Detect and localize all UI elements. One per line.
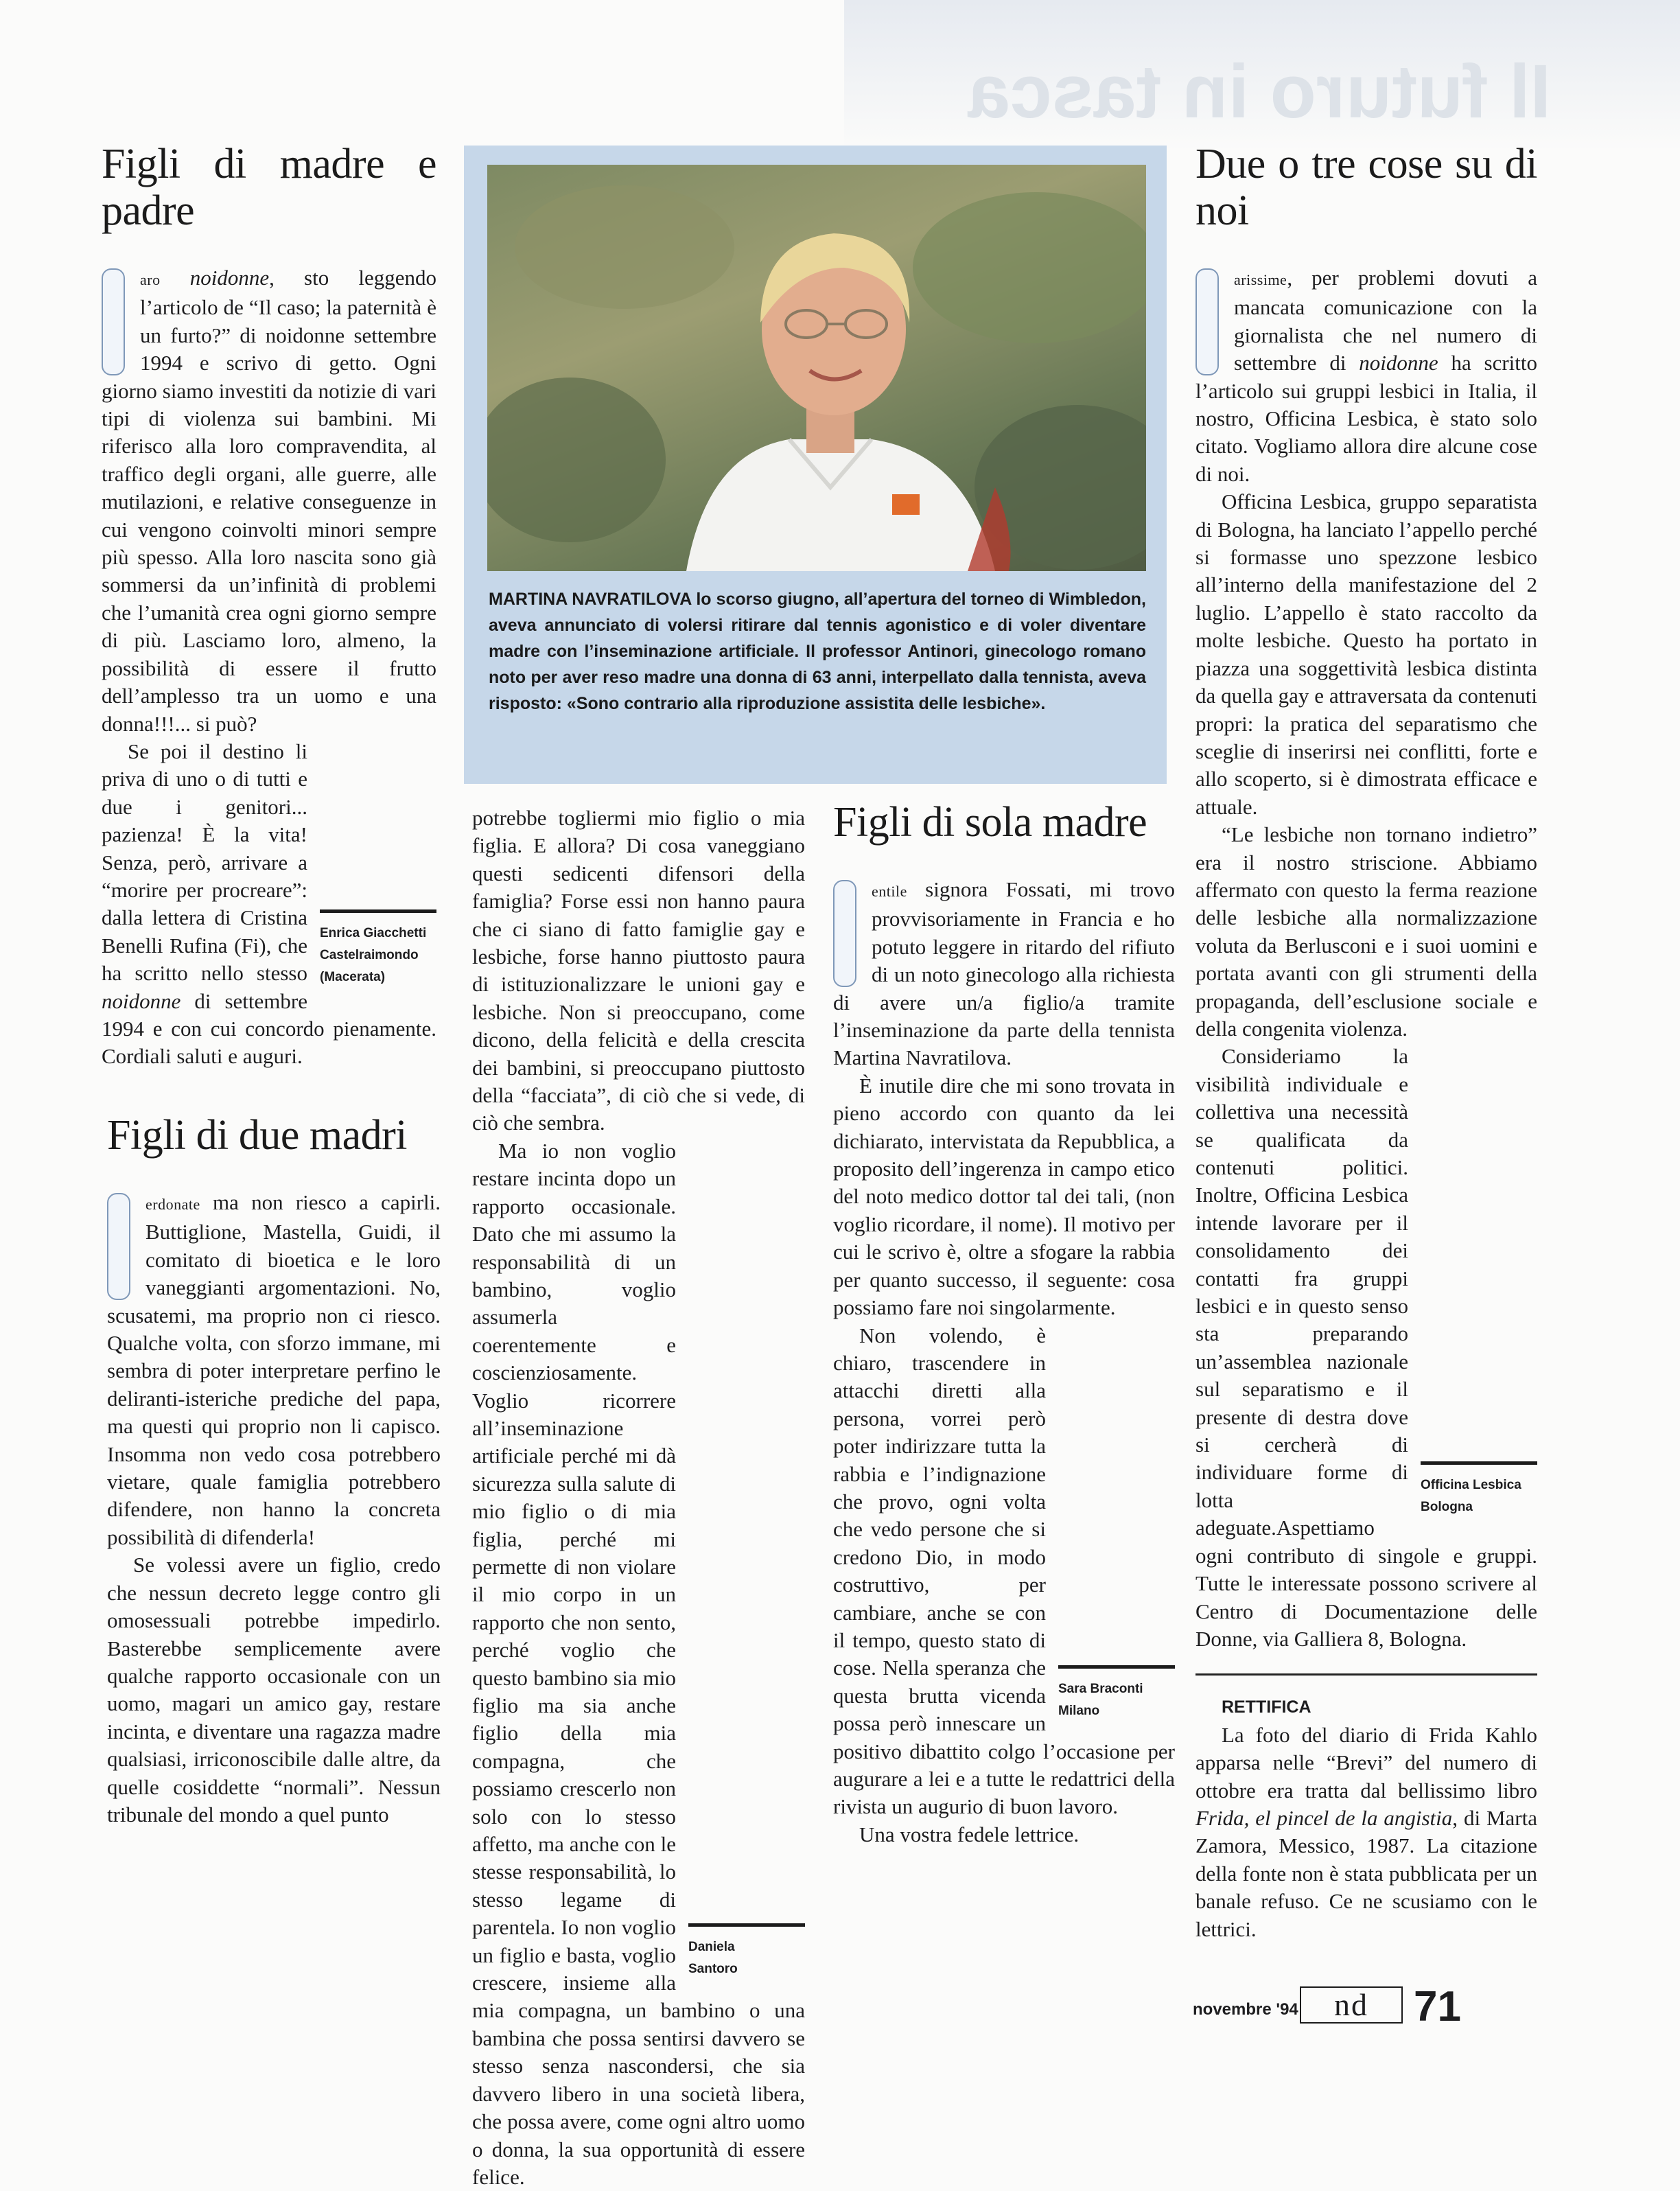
signature-name: Officina Lesbica bbox=[1421, 1478, 1521, 1493]
signature bbox=[1421, 1461, 1537, 1518]
paragraph: È inutile dire che mi sono trovata in pieno accordo con quanto da lei dichiarato, intervistata da Repubblica, a proposito dell’ingerenza in campo etico del noto medico dottor tal dei tali, (non voglio ricordare, il nome). Il motivo per cui le scrivo è, oltre a sfogare la rabbia per quanto successo, il seguente: cosa possiamo fare noi singolarmente. bbox=[833, 1073, 1175, 1320]
paragraph-with-signature bbox=[833, 1322, 1175, 1849]
paragraph-with-signature bbox=[1195, 1043, 1537, 1653]
rettifica-paragraph: La foto del diario di Frida Kahlo apparsa nelle “Brevi” del numero di ottobre era tratta dal bellissimo libro Frida, el pincel de la angistia, di Marta Zamora, Messico, 1987. La citazione della fonte non è stata pubblicata per un banale refuso. Ce ne scusiamo con le lettrici. bbox=[1195, 1722, 1537, 1941]
paragraph: Se poi il destino li priva di uno o di tutti e due i genitori... pazienza! È la vita! Senza, però, arrivare a “morire per procreare”: dalla lettera di Cristina Benelli Rufina (Fi), che ha scritto nello stesso noidonne di settembre 1994 e con cui concordo pienamente. Cordiali saluti e auguri. bbox=[102, 739, 436, 1069]
paragraph: Una vostra fedele lettrice. bbox=[859, 1822, 1080, 1846]
paragraph: potrebbe togliermi mio figlio o mia figlia. E allora? Di cosa vaneggiano questi sedicenti difensori della famiglia? Forse essi non hanno paura che ci siano di fatto famiglie gay e lesbiche, forse hanno piuttosto paura di istituzionalizzare le unioni gay e lesbiche. Non si preoccupano, come dicono, della felicità e della crescita dei bambini, si preoccupano piuttosto della “facciata”, di ciò che si vede, di ciò che sembra. bbox=[472, 806, 805, 1135]
page-number: 71 bbox=[1414, 1983, 1461, 2030]
lead-caps: erdonate bbox=[145, 1196, 200, 1213]
paragraph-with-signature bbox=[472, 1137, 805, 2191]
signature bbox=[320, 909, 436, 988]
paragraph: Officina Lesbica, gruppo separatista di Bologna, ha lanciato l’appello perché si formasse uno spezzone lesbico all’interno della manifestazione del 2 luglio. L’appello è stato raccolto da molte lesbiche. Questo ha portato in piazza una soggettività lesbica distinta da quella gay e attraversata da contenuti propri: la pratica del separatismo che sceglie di inserirsi nei conflitti, forte e allo scoperto, si è dimostrata efficace e attuale. bbox=[1195, 489, 1537, 819]
page-footer bbox=[1193, 1982, 1467, 2030]
signature bbox=[1058, 1665, 1175, 1722]
paragraph: Se volessi avere un figlio, credo che nessun decreto legge contro gli omosessuali potrebbe impedirlo. Basterebbe semplicemente avere qualche rapporto occasionale con un uomo, magari un amico gay, restare incinta, e diventare una ragazza madre qualsiasi, irriconoscibile dalle altre, da quelle cosiddette “normali”. Nessun tribunale del mondo a quel punto bbox=[107, 1553, 441, 1827]
dropcap-frame bbox=[107, 1193, 130, 1300]
signature-place: Bologna bbox=[1421, 1500, 1473, 1515]
navratilova-photo bbox=[487, 165, 1146, 571]
paragraph: entile signora Fossati, mi trovo provvisoriamente in Francia e ho potuto leggere in ritardo del rifiuto di un noto ginecologo alla richiesta di avere un/a figlio/a tramite l’inseminazione da parte della tennista Martina Navratilova. bbox=[833, 877, 1175, 1070]
lead-caps: entile bbox=[872, 883, 907, 900]
photo-illustration bbox=[487, 165, 1146, 571]
dropcap-frame bbox=[833, 880, 856, 987]
paragraph: aro noidonne, sto leggendo l’articolo de “Il caso; la paternità è un furto?” di noidonne settembre 1994 e scrivo di getto. Ogni giorno siamo investiti da notizie di vari tipi di violenza sui bambini. Mi riferisco alla loro compravendita, al traffico degli organi, alle guerre, alle mutilazioni, e relative conseguenze in cui vengono coinvolti minori sempre più spesso. Alla loro nascita sono già sommersi da un’infinità di problemi che l’umanità crea ogni giorno sempre di più. Lasciamo loro, almeno, la possibilità di essere il frutto dell’amplesso tra un uomo e una donna!!!... si può? bbox=[102, 266, 436, 736]
rettifica-heading: RETTIFICA bbox=[1222, 1697, 1311, 1717]
paragraph: Consideriamo la visibilità individuale e collettiva una necessità se qualificata da contenuti politici. Inoltre, Officina Lesbica intende lavorare per il consolidamento dei contatti fra gruppi lesbici e in questo senso sta preparando un’assemblea nazionale sul separatismo e il presente di destra dove si cercherà di individuare forme di lotta adeguate.Aspettiamo ogni contributo di singole e gruppi. Tutte le interessate possono scrivere al Centro di Documentazione delle Donne, via Galliera 8, Bologna. bbox=[1195, 1044, 1537, 1651]
signature-name: Enrica Giacchetti bbox=[320, 925, 427, 940]
issue-date: novembre '94 bbox=[1193, 2000, 1298, 2019]
paragraph: erdonate ma non riesco a capirli. Buttiglione, Mastella, Guidi, il comitato di bioetica e le loro vaneggianti argomentazioni. No, scusatemi, ma proprio non ci riesco. Qualche volta, con sforzo immane, mi sembra di poter interpretare perfino le deliranti-isteriche prediche del papa, ma questi qui proprio non li capisco. Insomma non vedo cosa potrebbero vietare, quale famiglia potrebbero difendere, non hanno la concreta possibilità di difenderla! bbox=[107, 1190, 441, 1549]
article-due-tre-cose bbox=[1195, 141, 1537, 1943]
photo-caption: MARTINA NAVRATILOVA lo scorso giugno, all’apertura del torneo di Wimbledon, aveva annunciato di volersi ritirare dal tennis agonistico e di voler diventare madre con l’inseminazione artificiale. Il professor Antinori, ginecologo romano noto per aver reso madre una donna di 63 anni, interpellato dalla tennista, aveva risposto: «Sono contrario alla riproduzione assistita delle lesbiche». bbox=[489, 590, 1146, 713]
lead-caps: arissime bbox=[1234, 271, 1287, 288]
article-figli-due-madri bbox=[107, 1112, 441, 1829]
signature-name: Daniela bbox=[688, 1939, 735, 1954]
dropcap-frame bbox=[1195, 268, 1219, 375]
paragraph: “Le lesbiche non tornano indietro” era il nostro striscione. Abbiamo affermato con questo la ferma reazione delle lesbiche alla normalizzazione voluta da Berlusconi e i suoi uomini e portata avanti con gli strumenti della propaganda, dell’esclusione sociale e della congenita violenza. bbox=[1195, 822, 1537, 1041]
lead-caps: aro bbox=[140, 271, 161, 288]
paragraph: Non volendo, è chiaro, trascendere in attacchi diretti alla persona, vorrei però poter indirizzare tutta la rabbia e l’indignazione che provo, ogni volta che vedo persone che si credono Dio, in modo costruttivo, per cambiare, anche se con il tempo, questo stato di cose. Nella speranza che questa brutta vicenda possa però innescare un positivo dibattito colgo l’occasione per augurare a lei e a tutte le redattrici della rivista un augurio di buon lavoro. bbox=[833, 1323, 1175, 1819]
magazine-logo: nd bbox=[1300, 1986, 1403, 2024]
paragraph-with-signature bbox=[102, 738, 436, 1071]
article-figli-sola-madre bbox=[833, 799, 1175, 1848]
article-col2-continuation bbox=[472, 804, 805, 2191]
article-title: Figli di due madri bbox=[107, 1112, 408, 1159]
signature bbox=[688, 1923, 805, 1980]
article-title: Figli di sola madre bbox=[833, 799, 1147, 846]
paragraph: Ma io non voglio restare incinta dopo un rapporto occasionale. Dato che mi assumo la responsabilità di un bambino, voglio assumerla coerentemente e coscienziosamente. Voglio ricorrere all’inseminazione artificiale perché mi dà sicurezza sulla salute di mio figlio o di mia figlia, perché mi permette di non violare il mio corpo in un rapporto che non sento, perché voglio che questo bambino sia mio figlio ma sia anche figlio della mia compagna, che possiamo crescerlo non solo con lo stesso affetto, ma anche con le stesse responsabilità, lo stesso legame di parentela. Io non voglio un figlio e basta, voglio crescere, insieme alla mia compagna, un bambino o una bambina che possa sentirsi davvero se stesso senza nascondersi, che sia davvero libero in una società libera, che possa avere, come ogni altro uomo o donna, la sua opportunità di essere felice. bbox=[472, 1138, 805, 2189]
signature-place: Milano bbox=[1058, 1703, 1100, 1718]
signature-name: Sara Braconti bbox=[1058, 1681, 1143, 1696]
article-title: Due o tre cose su di noi bbox=[1195, 141, 1537, 234]
paragraph: arissime, per problemi dovuti a mancata comunicazione con la giornalista che nel numero di settembre di noidonne ha scritto l’articolo sui gruppi lesbici in Italia, il nostro, Officina Lesbica, è stato solo citato. Vogliamo allora dire alcune cose di noi. bbox=[1195, 266, 1537, 486]
photo-box bbox=[464, 146, 1167, 784]
signature-place: Santoro bbox=[688, 1961, 738, 1976]
section-divider bbox=[1195, 1673, 1537, 1676]
article-title: Figli di madre e padre bbox=[102, 141, 436, 234]
dropcap-frame bbox=[102, 268, 125, 375]
show-through-title: Il futuro in tasca bbox=[968, 49, 1551, 134]
signature-place: Castelraimondo (Macerata) bbox=[320, 947, 419, 984]
article-figli-madre-padre bbox=[102, 141, 436, 1071]
